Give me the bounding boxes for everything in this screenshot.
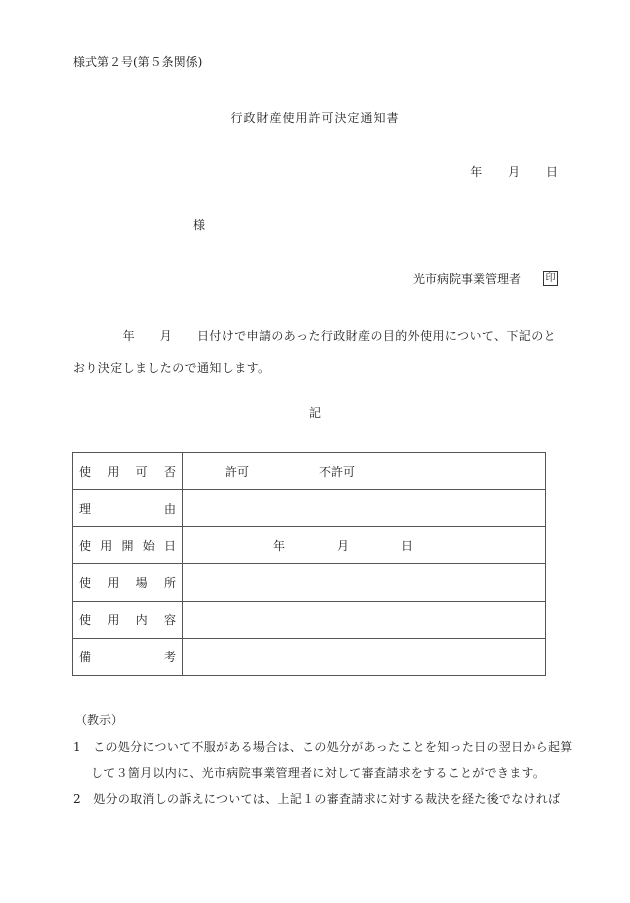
instruction-item: 2 処分の取消しの訴えについては、上記１の審査請求に対する裁決を経た後でなければ	[73, 792, 561, 806]
start-year: 年	[273, 538, 286, 553]
row-label-location: 使 用 場 所	[73, 564, 183, 601]
instruction-item: 1 この処分について不服がある場合は、この処分があったことを知った日の翌日から起算して３箇月以内に、光市病院事業管理者に対して審査請求をすることができます。	[73, 740, 573, 780]
row-value-content	[183, 601, 546, 638]
option-approve: 許可	[225, 464, 250, 479]
row-value-usage-approval	[183, 453, 546, 490]
row-label-remarks: 備 考	[73, 638, 183, 675]
date-year: 年	[470, 165, 483, 179]
table-row	[73, 638, 546, 675]
table-row	[73, 564, 546, 601]
row-value-location	[183, 564, 546, 601]
table-row	[73, 490, 546, 527]
start-month: 月	[337, 538, 350, 553]
option-reject: 不許可	[319, 464, 356, 479]
row-label-usage-approval: 使 用 可 否	[73, 453, 183, 490]
date-month: 月	[508, 165, 521, 179]
row-label-reason: 理 由	[73, 490, 183, 527]
issuer-name: 光市病院事業管理者	[412, 272, 521, 286]
table-row	[73, 601, 546, 638]
row-value-reason	[183, 490, 546, 527]
document-title: 行政財産使用許可決定通知書	[230, 111, 400, 125]
row-value-remarks	[183, 638, 546, 675]
date-line	[470, 163, 558, 180]
row-value-start-date	[183, 527, 546, 564]
table-row	[73, 527, 546, 564]
seal-mark: 印	[543, 271, 558, 286]
row-label-content: 使 用 内 容	[73, 601, 183, 638]
notice-body: 年 月 日付けで申請のあった行政財産の目的外使用について、下記のとおり決定しましたので通知します。	[73, 329, 557, 375]
form-number-label: 様式第２号(第５条関係)	[73, 55, 203, 69]
ki-heading: 記	[308, 406, 321, 420]
date-day: 日	[545, 165, 558, 179]
addressee-suffix: 様	[193, 218, 206, 232]
start-day: 日	[401, 538, 414, 553]
details-table	[72, 452, 546, 676]
table-row	[73, 453, 546, 490]
row-label-start-date: 使 用 開 始 日	[73, 527, 183, 564]
issuer-line	[413, 270, 558, 287]
instructions-heading: （教示）	[75, 713, 124, 727]
